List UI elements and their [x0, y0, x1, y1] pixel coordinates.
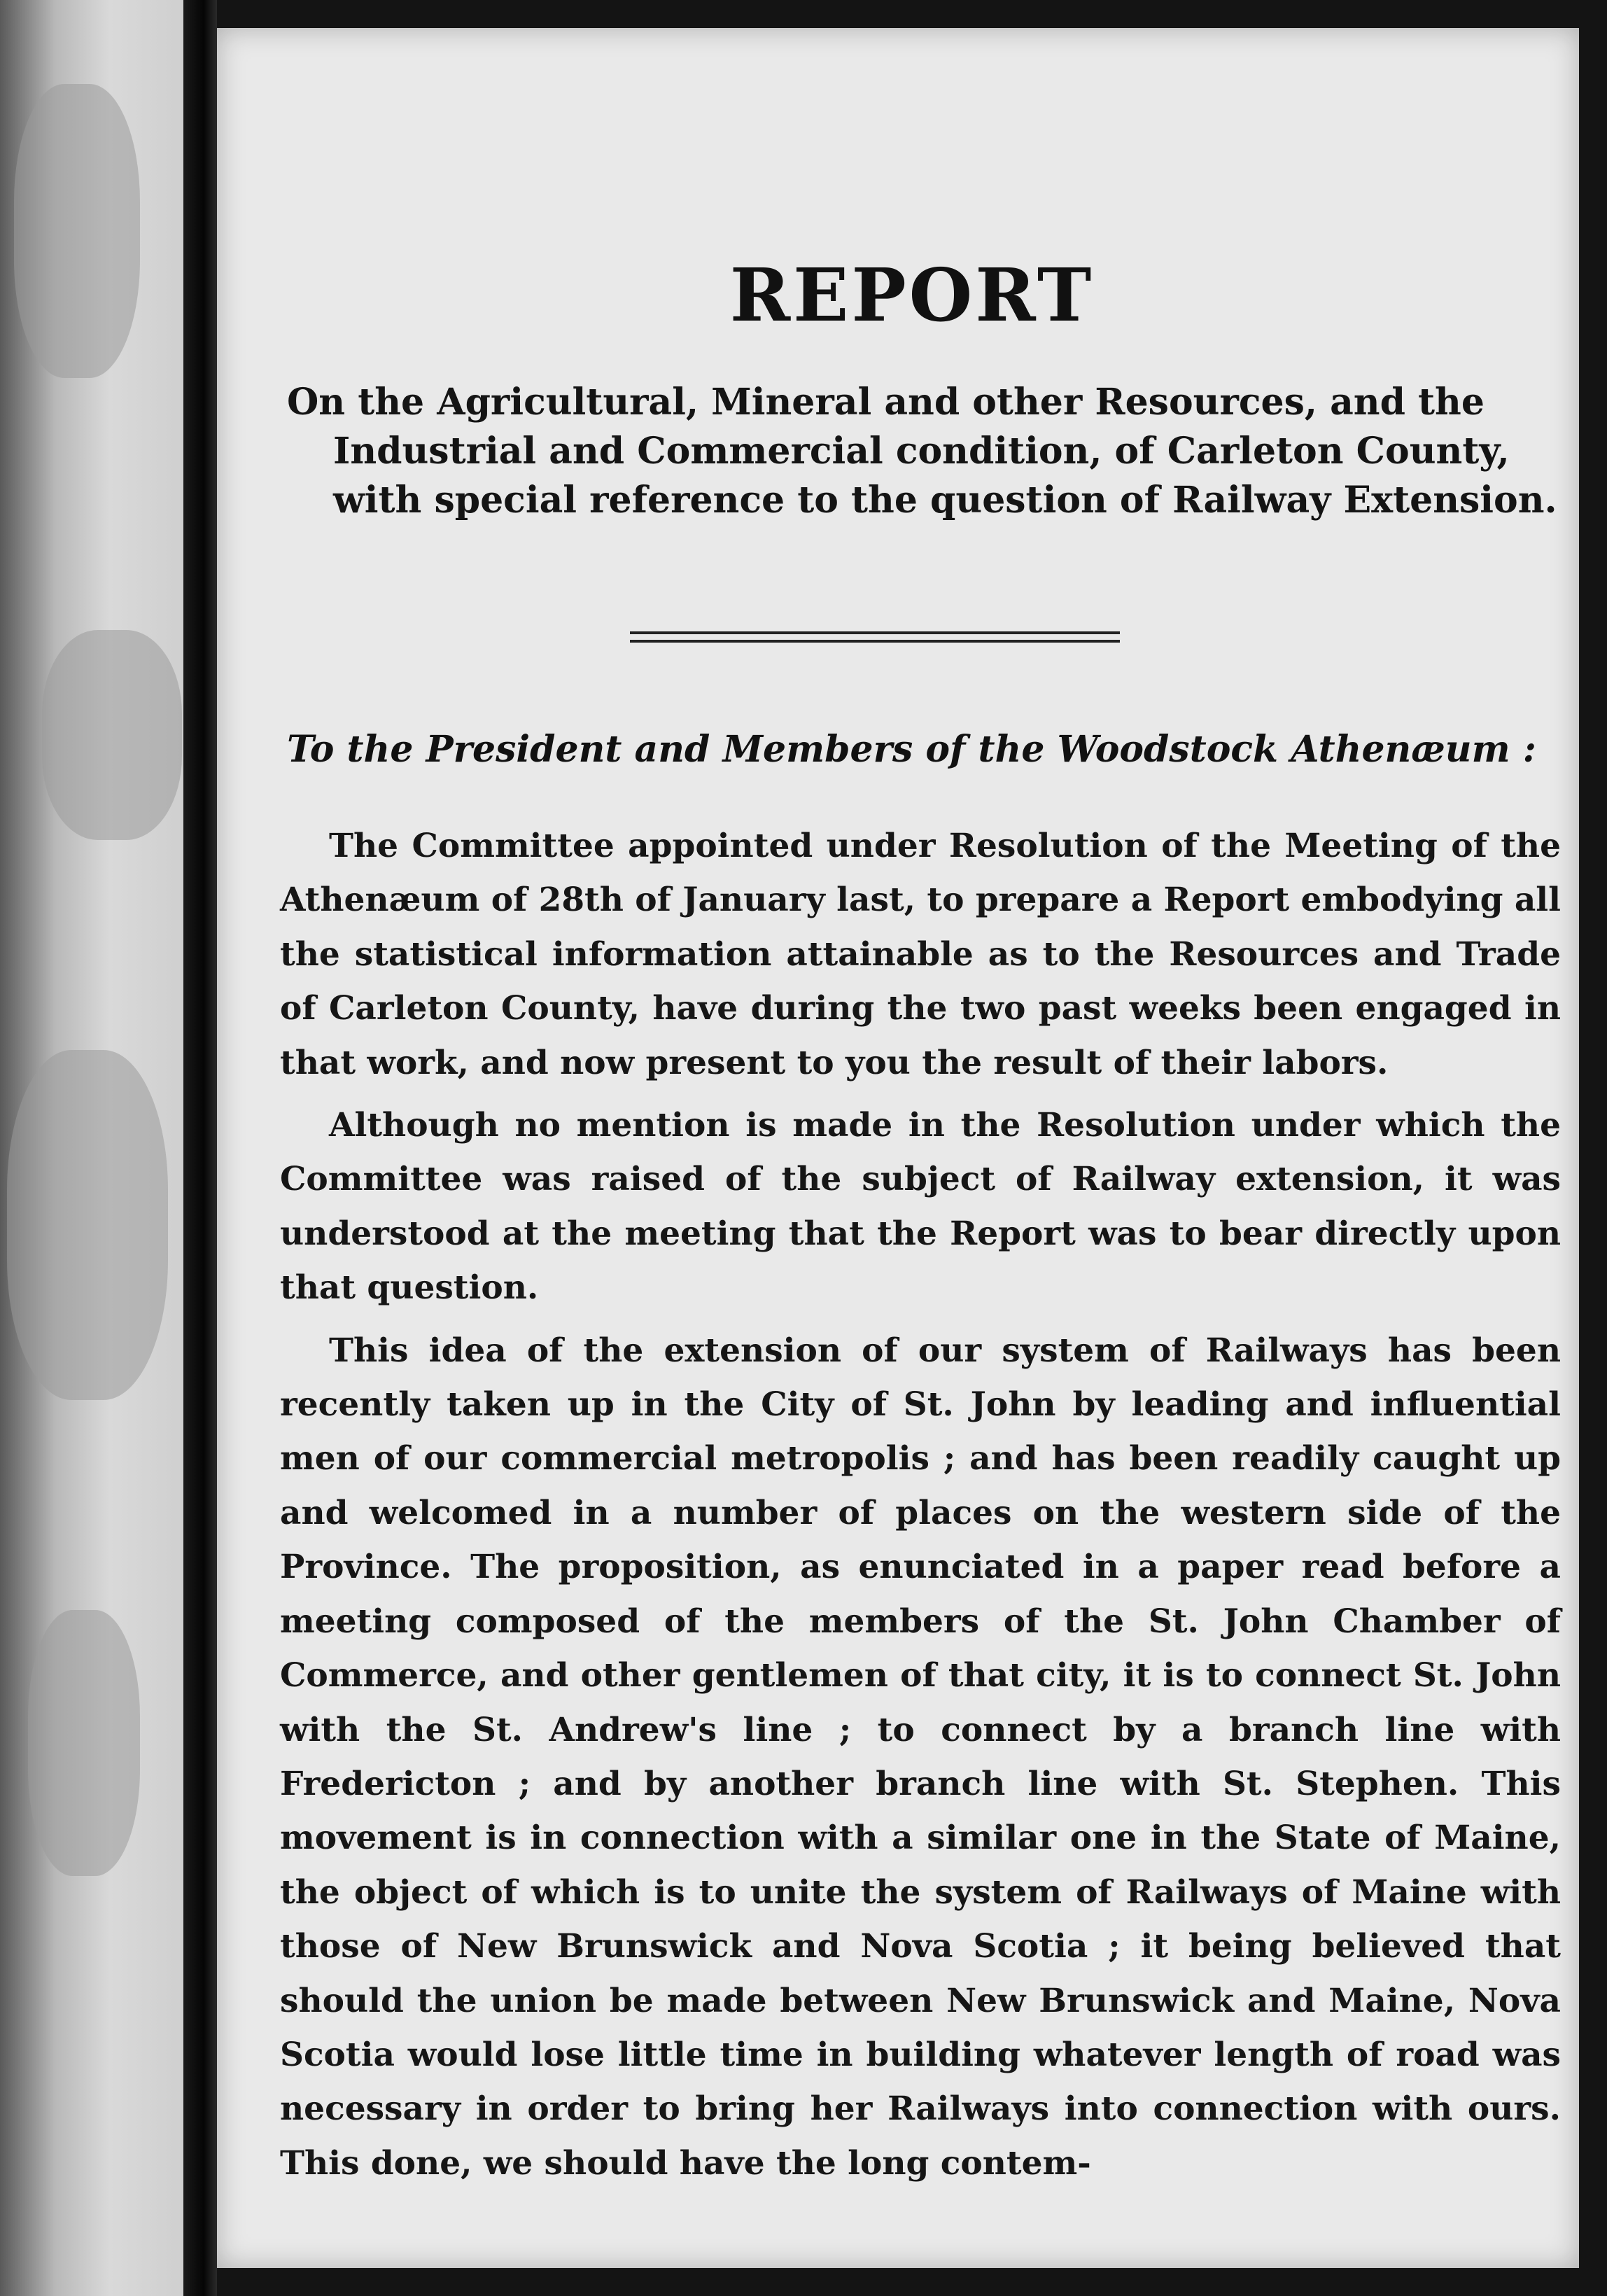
- report-body: [280, 819, 1561, 2199]
- facing-page-edge: [0, 0, 183, 2296]
- paragraph: The Committee appointed under Resolution of the Meeting of the Athenæum of 28th of January last, to prepare a Report embodying all the statistical information attainable as to the Resources and Trade of Carleton County, have during the two past weeks been engaged in that work, and now present to you the result of their labors.: [280, 827, 1561, 1082]
- paragraph: This idea of the extension of our system of Railways has been recently taken up in the City of St. John by leading and influential men of our commercial metropolis ; and has been readily caught up and welcomed in a number of places on the western side of the Province. The proposition, as enunciated in a paper read before a meeting composed of the members of the St. John Chamber of Commerce, and other gentlemen of that city, it is to connect St. John with the St. Andrew's line ; to connect by a branch line with Fredericton ; and by another branch line with St. Stephen. This movement is in connection with a similar one in the State of Maine, the object of which is to unite the system of Railways of Maine with those of New Brunswick and Nova Scotia ; it being believed that should the union be made between New Brunswick and Maine, Nova Scotia would lose little time in building whatever length of road was necessary in order to bring her Railways into connection with ours. This done, we should have the long contem-: [280, 1331, 1561, 2183]
- page-stain: [14, 84, 140, 378]
- page-stain: [42, 630, 182, 840]
- page-stain: [7, 1050, 168, 1400]
- paragraph: Although no mention is made in the Resolution under which the Committee was raised of the subject of Railway extension, it was understood at the meeting that the Report was to bear directly upon that question.: [280, 1106, 1561, 1308]
- double-rule-top: [630, 631, 1120, 634]
- report-subtitle: On the Agricultural, Mineral and other Resources, and the Industrial and Commercial condition, of Carleton County, with special reference to the question of Railway Extension.: [287, 381, 1557, 522]
- document-page: [217, 28, 1579, 2268]
- book-gutter: [183, 0, 217, 2296]
- salutation: To the President and Members of the Woodstock Athenæum :: [287, 728, 1536, 771]
- page-stain: [28, 1610, 140, 1876]
- page-title: REPORT: [729, 252, 1095, 338]
- double-rule-bottom: [630, 640, 1120, 643]
